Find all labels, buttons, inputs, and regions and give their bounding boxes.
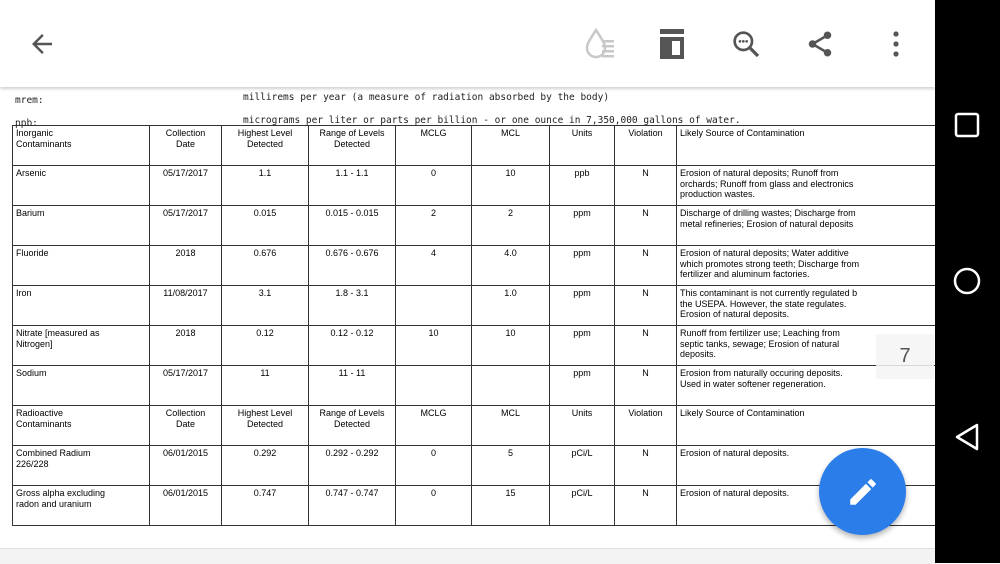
- table-cell: MCLG: [396, 406, 472, 446]
- back-triangle-icon: [953, 422, 981, 452]
- table-cell: ppm: [550, 286, 615, 326]
- table-cell: 10: [472, 166, 550, 206]
- bottom-edge: [0, 548, 935, 564]
- table-row: [13, 286, 973, 326]
- table-cell: 0.292: [222, 446, 309, 486]
- table-cell: Highest Level Detected: [222, 126, 309, 166]
- table-cell: 0.292 - 0.292: [309, 446, 396, 486]
- table-cell: 15: [472, 486, 550, 526]
- ink-drop-icon: [582, 26, 618, 62]
- table-cell: Collection Date: [150, 406, 222, 446]
- home-circle-icon: [952, 266, 982, 296]
- back-button[interactable]: [20, 22, 64, 66]
- recents-square-icon: [954, 112, 980, 138]
- table-cell: N: [615, 246, 677, 286]
- table-cell: 0.015: [222, 206, 309, 246]
- table-cell: 0.015 - 0.015: [309, 206, 396, 246]
- table-cell: 2: [396, 206, 472, 246]
- table-cell: Highest Level Detected: [222, 406, 309, 446]
- pencil-icon: [846, 475, 880, 509]
- table-cell: 11 - 11: [309, 366, 396, 406]
- table-cell: Nitrate [measured as Nitrogen]: [13, 326, 150, 366]
- table-cell: Discharge of drilling wastes; Discharge from metal refineries; Erosion of natural deposits: [677, 206, 973, 246]
- table-cell: 4: [396, 246, 472, 286]
- table-cell: Sodium: [13, 366, 150, 406]
- more-icon: [891, 30, 901, 58]
- table-cell: 0.676 - 0.676: [309, 246, 396, 286]
- table-cell: Combined Radium 226/228: [13, 446, 150, 486]
- table-cell: N: [615, 166, 677, 206]
- table-cell: Barium: [13, 206, 150, 246]
- table-cell: N: [615, 326, 677, 366]
- table-cell: 05/17/2017: [150, 206, 222, 246]
- table-cell: Erosion of natural deposits.: [677, 486, 973, 526]
- table-row: [13, 246, 973, 286]
- table-cell: This contaminant is not currently regulated b the USEPA. However, the state regulates. Erosion of natural deposits.: [677, 286, 973, 326]
- page-layout-icon: [658, 27, 686, 61]
- table-cell: N: [615, 446, 677, 486]
- table-cell: Radioactive Contaminants: [13, 406, 150, 446]
- table-cell: 1.1: [222, 166, 309, 206]
- table-cell: 11: [222, 366, 309, 406]
- page-number-indicator: 7: [876, 334, 934, 379]
- inorganic-header-row: [13, 126, 973, 166]
- table-cell: 10: [472, 326, 550, 366]
- table-cell: MCL: [472, 406, 550, 446]
- legend-ppb-term: ppb:: [15, 118, 38, 129]
- table-cell: Violation: [615, 126, 677, 166]
- table-cell: Erosion from naturally occuring deposits. Used in water softener regeneration.: [677, 366, 973, 406]
- table-cell: Inorganic Contaminants: [13, 126, 150, 166]
- table-row: [13, 366, 973, 406]
- table-cell: 1.8 - 3.1: [309, 286, 396, 326]
- table-cell: Units: [550, 126, 615, 166]
- table-cell: Likely Source of Contamination: [677, 126, 973, 166]
- table-cell: Units: [550, 406, 615, 446]
- table-row: [13, 166, 973, 206]
- table-cell: Gross alpha excluding radon and uranium: [13, 486, 150, 526]
- table-row: [13, 206, 973, 246]
- legend-ppb-definition: micrograms per liter or parts per billion - or one ounce in 7,350,000 gallons of water.: [243, 115, 741, 126]
- table-cell: [396, 366, 472, 406]
- table-cell: ppm: [550, 326, 615, 366]
- table-cell: ppm: [550, 206, 615, 246]
- table-cell: 4.0: [472, 246, 550, 286]
- table-cell: 0.12 - 0.12: [309, 326, 396, 366]
- table-cell: pCi/L: [550, 446, 615, 486]
- table-cell: 06/01/2015: [150, 446, 222, 486]
- edit-fab-button[interactable]: [819, 448, 906, 535]
- reading-mode-button[interactable]: [578, 22, 622, 66]
- table-cell: 2: [472, 206, 550, 246]
- page-layout-button[interactable]: [650, 22, 694, 66]
- table-cell: Range of Levels Detected: [309, 406, 396, 446]
- legend-mrem-definition: millirems per year (a measure of radiation absorbed by the body): [243, 92, 610, 103]
- table-cell: 0.12: [222, 326, 309, 366]
- share-button[interactable]: [798, 22, 842, 66]
- table-cell: Arsenic: [13, 166, 150, 206]
- table-cell: Runoff from fertilizer use; Leaching from septic tanks, sewage; Erosion of natural deposits.: [677, 326, 973, 366]
- table-cell: ppb: [550, 166, 615, 206]
- table-cell: 05/17/2017: [150, 366, 222, 406]
- table-cell: 2018: [150, 326, 222, 366]
- table-cell: N: [615, 286, 677, 326]
- app-toolbar: [0, 0, 935, 87]
- recents-button[interactable]: [945, 103, 989, 147]
- table-cell: 0: [396, 486, 472, 526]
- table-cell: ppm: [550, 366, 615, 406]
- system-navigation-bar: [935, 0, 1000, 563]
- table-cell: Fluoride: [13, 246, 150, 286]
- table-cell: Violation: [615, 406, 677, 446]
- table-cell: 06/01/2015: [150, 486, 222, 526]
- table-cell: 5: [472, 446, 550, 486]
- table-cell: ppm: [550, 246, 615, 286]
- table-cell: 0.747: [222, 486, 309, 526]
- table-cell: 11/08/2017: [150, 286, 222, 326]
- back-nav-button[interactable]: [945, 415, 989, 459]
- table-cell: [472, 366, 550, 406]
- table-cell: 0.747 - 0.747: [309, 486, 396, 526]
- table-cell: 05/17/2017: [150, 166, 222, 206]
- table-cell: [396, 286, 472, 326]
- table-cell: 3.1: [222, 286, 309, 326]
- search-button[interactable]: [724, 22, 768, 66]
- table-row: [13, 326, 973, 366]
- table-cell: N: [615, 366, 677, 406]
- table-cell: 1.0: [472, 286, 550, 326]
- table-cell: 0.676: [222, 246, 309, 286]
- home-button[interactable]: [945, 259, 989, 303]
- radioactive-header-row: [13, 406, 973, 446]
- table-cell: 1.1 - 1.1: [309, 166, 396, 206]
- table-cell: Erosion of natural deposits; Runoff from orchards; Runoff from glass and electronics production wastes.: [677, 166, 973, 206]
- table-cell: Collection Date: [150, 126, 222, 166]
- table-cell: Iron: [13, 286, 150, 326]
- table-cell: N: [615, 206, 677, 246]
- table-cell: Erosion of natural deposits.: [677, 446, 973, 486]
- share-icon: [805, 29, 835, 59]
- table-cell: 0: [396, 446, 472, 486]
- table-cell: N: [615, 486, 677, 526]
- legend-mrem-term: mrem:: [15, 95, 44, 106]
- table-cell: 0: [396, 166, 472, 206]
- table-cell: MCLG: [396, 126, 472, 166]
- table-cell: Range of Levels Detected: [309, 126, 396, 166]
- table-cell: pCi/L: [550, 486, 615, 526]
- search-icon: [730, 28, 762, 60]
- table-cell: 10: [396, 326, 472, 366]
- back-arrow-icon: [27, 29, 57, 59]
- table-cell: Erosion of natural deposits; Water additive which promotes strong teeth; Discharge from fertilizer and aluminum factories.: [677, 246, 973, 286]
- more-options-button[interactable]: [874, 22, 918, 66]
- table-cell: Likely Source of Contamination: [677, 406, 973, 446]
- table-cell: MCL: [472, 126, 550, 166]
- table-cell: 2018: [150, 246, 222, 286]
